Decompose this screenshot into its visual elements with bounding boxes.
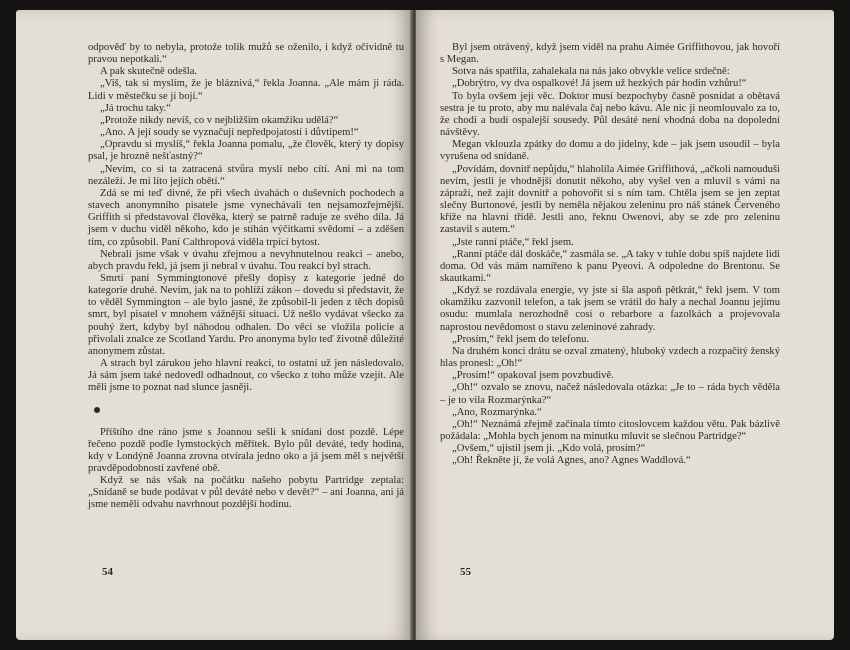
paragraph: A pak skutečně odešla. (100, 66, 198, 78)
paragraph: „Jste ranní ptáče,“ řekl jsem. (452, 236, 574, 248)
paragraph: „Nevím, co si ta zatracená stvůra myslí nebo cítí. Ani mi na tom nezáleží. Je mi líto jejích obětí.“ (88, 163, 404, 187)
paragraph: „Oh! Řekněte jí, že volá Agnes, ano? Agnes Waddlová.“ (452, 455, 691, 467)
right-page (416, 10, 834, 640)
paragraph: „Ano. A její soudy se vyznačují nepředpojatostí i důvtipem!“ (100, 127, 359, 139)
page-number: 54 (102, 566, 113, 578)
left-page (16, 10, 412, 640)
paragraph: „Ovšem,“ ujistil jsem ji. „Kdo volá, prosím?“ (452, 443, 646, 455)
paragraph: Megan vklouzla zpátky do domu a do jídelny, kde – jak jsem usoudil – byla vyrušena od snídaně. (440, 139, 780, 163)
paragraph: „Prosím!“ opakoval jsem povzbudivě. (452, 370, 614, 382)
paragraph: „Když se rozdávala energie, vy jste si šla aspoň pětkrát,“ řekl jsem. V tom okamžiku zazvonil telefon, a tak jsem se vrátil do haly a nechal Joannu jejímu osudu: mumlala nerozhodně cosi o rebarbore a fazolkách a projevovala naprostou nevědomost o stavu zeleninové zahrady. (440, 285, 780, 333)
paragraph: Příštího dne ráno jsme s Joannou sešli k snídani dost pozdě. Lépe řečeno pozdě podle lymstockých měřítek. Bylo půl deváté, tedy hodina, kdy v Londýně Joanna zrovna otvírala jedno oko a já jsem měl s největší pravděpodobností zavřené obě. (88, 426, 404, 474)
page-number: 55 (460, 566, 471, 578)
paragraph: „Viš, tak si myslím, že je bláznivá,“ řekla Joanna. „Ale mám ji ráda. Lidi v městečku se jí bojí.“ (88, 78, 404, 102)
paragraph: Zdá se mi teď divné, že při všech úvahách o duševních pochodech a stavech anonymního pisatele jsme vynechávali ten nejsamozřejmější. Griffith si představoval člověka, který se patrně raduje ze svého díla. Já jsem v duchu viděl někoho, kdo je stíhán výčitkami svědomí – a zděšen tím, co způsobil. Paní Calthropová viděla trpící bytost. (88, 187, 404, 248)
paragraph: Byl jsem otrávený, když jsem viděl na prahu Aimée Griffithovou, jak hovoří s Megan. (440, 42, 780, 66)
right-text-block (440, 42, 780, 467)
paragraph: „Opravdu si myslíš,“ řekla Joanna pomalu, „že člověk, který ty dopisy psal, je hrozně nešťastný?“ (88, 139, 404, 163)
section-break-bullet (88, 395, 404, 427)
paragraph: „Oh!“ ozvalo se znovu, načež následovala otázka: „Je to – ráda bych věděla – je to vila Rozmarýnka?“ (440, 382, 780, 406)
paragraph: A strach byl zárukou jeho hlavní reakci, to ostatní už jen následovalo. Já sám jsem také nedovedl odhadnout, co všecko z toho může vzejít. Ale měli jsme to poznat nad slunce jasněji. (88, 358, 404, 394)
paragraph: Když se nás však na počátku našeho pobytu Partridge zeptala: „Snídaně se bude podávat v půl deváté nebo v devět?“ – ani Joanna, ani já jsme neměli odvahu navrhnout pozdější hodinu. (88, 475, 404, 511)
paragraph: Smrtí paní Symmingtonové přešly dopisy z kategorie jedné do kategorie druhé. Nevím, jak na to pohlíží zákon – dovedu si představit, že to věděl Symmington – ale bylo jasné, že způsobil-li jeden z těch dopisů smrt, byl pisatel v mnohem vážnější situaci. Už nešlo vydávat všecko za pouhý žert, kdyby byl náhodou odhalen. Do věci se vložila policie a přivolali znalce ze Scotland Yardu. Pro anonyma bylo teď životně důležité anonymem zůstat. (88, 272, 404, 357)
paragraph: „Povídám, dovnitř nepůjdu,“ hlaholila Aimée Griffithová, „ačkoli namouduši nevím, jestli je vhodnější donutit někoho, aby vyšel ven a mluvil s vámi na zápraží, než zajít dovnitř a pohovořit si s ním tam. Chtěla jsem se jen zeptat slečny Burtonové, jestli by neměla nějakou zeleninu pro náš stánek Červeného kříže na hlavní třídě. Jestli ano, řeknu Owenovi, aby se zde pro zeleninu zastavil s autem.“ (440, 163, 780, 236)
paragraph: To byla ovšem její věc. Doktor musí bezpochyby časně posnídat a obětavá sestra je tu proto, aby mu nalévala čaj nebo kávu. Ale nic ji neomlouvalo za to, že chodí a budí ospalejší sousedy. Půl desáté není vhodná doba na dopolední návštěvy. (440, 90, 780, 139)
paragraph: „Oh!“ Neznámá zřejmě začínala tímto citoslovcem každou větu. Pak bázlivě požádala: „Mohla bych jenom na minutku mluvit se slečnou Partridge?“ (440, 418, 780, 442)
paragraph: „Dobrýtro, vy dva ospalkové! Já jsem už hezkých pár hodin vzhůru!“ (452, 78, 747, 90)
left-text-block (88, 42, 404, 512)
paragraph: „Ranní ptáče dál doskáče,“ zasmála se. „A taky v tuhle dobu spíš najdete lidi doma. Od vás mám namířeno k panu Pyeovi. A odpoledne do Brentonu. Se skautkami.“ (440, 248, 780, 284)
paragraph: Na druhém konci drátu se ozval zmatený, hluboký vzdech a rozpačitý ženský hlas pronesl: „Oh!“ (440, 345, 780, 370)
paragraph: „Protože nikdy nevíš, co v nejbližším okamžiku udělá?“ (100, 114, 339, 126)
paragraph: „Ano, Rozmarýnka.“ (452, 406, 542, 418)
paragraph: „Prosím,“ řekl jsem do telefonu. (452, 333, 590, 345)
paragraph: Nebrali jsme však v úvahu zřejmou a nevyhnutelnou reakci – anebo, abych pravdu řekl, já jsem ji nebral v úvahu. Tou reakcí byl strach. (88, 248, 404, 272)
paragraph: Sotva nás spatřila, zahalekala na nás jako obvykle velice srdečně: (452, 66, 730, 78)
paragraph: „Já trochu taky.“ (100, 102, 171, 114)
paragraph: odpověď by to nebyla, protože tolik mužů se oženilo, i když očividně tu pravou nepotkali.“ (88, 42, 404, 66)
